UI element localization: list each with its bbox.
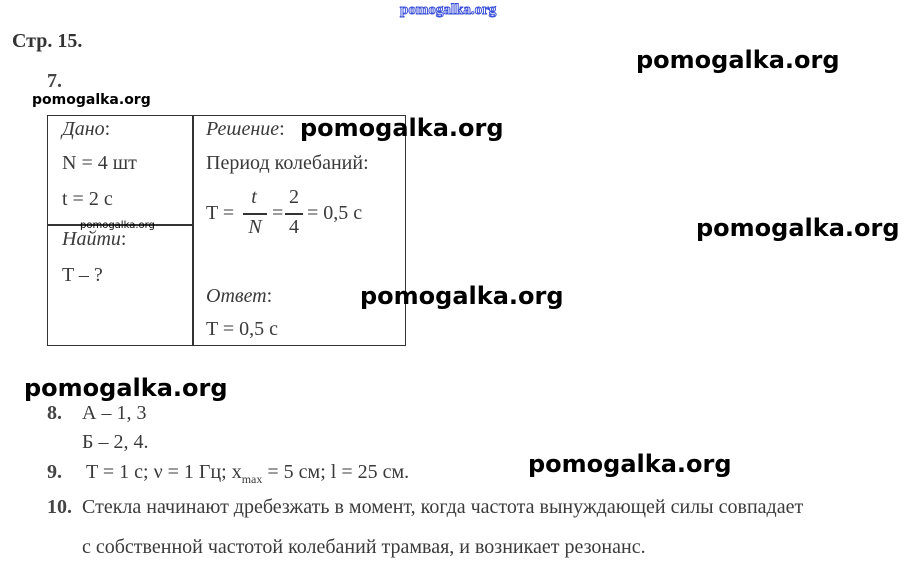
- problem-7-number: 7.: [47, 70, 62, 92]
- solution-heading: Решение:: [206, 118, 285, 140]
- formula-numerator-2: 2: [289, 186, 299, 208]
- watermark-7: pomogalka.org: [24, 374, 228, 402]
- watermark-1: pomogalka.org: [636, 46, 840, 74]
- answer-heading: Ответ:: [206, 285, 273, 307]
- formula-numerator-t: t: [251, 186, 257, 208]
- table-divider-vertical: [192, 115, 194, 346]
- formula-equals: =: [272, 202, 284, 224]
- solution-text: Период колебаний:: [206, 152, 369, 174]
- watermark-3: pomogalka.org: [300, 114, 504, 142]
- given-heading: Дано:: [62, 118, 111, 140]
- problem-9-number: 9.: [47, 461, 62, 483]
- formula-denominator-4: 4: [289, 216, 299, 238]
- formula-result: = 0,5 с: [307, 202, 363, 224]
- watermark-4: pomogalka.org: [80, 220, 155, 231]
- watermark-top: pomogalka.org: [400, 2, 497, 18]
- fraction-bar-1: [243, 213, 267, 215]
- find-heading: Найти:: [62, 228, 127, 250]
- watermark-8: pomogalka.org: [528, 450, 732, 478]
- page-header: Стр. 15.: [12, 30, 83, 52]
- watermark-5: pomogalka.org: [696, 214, 900, 242]
- given-t: t = 2 с: [62, 188, 113, 210]
- watermark-2: pomogalka.org: [32, 92, 151, 108]
- problem-10-line-1: Стекла начинают дребезжать в момент, когда частота вынуждающей силы совпадает: [82, 496, 804, 518]
- problem-9-text: T = 1 с; ν = 1 Гц; $x_{max} = 5$ см; l = 25 см.: [86, 461, 410, 486]
- problem-10-line-2: с собственной частотой колебаний трамвая, и возникает резонанс.: [82, 536, 646, 558]
- find-value: T – ?: [62, 264, 103, 286]
- formula-denominator-n: N: [248, 216, 262, 238]
- problem-8-number: 8.: [47, 402, 62, 424]
- formula-lhs: T =: [206, 202, 235, 224]
- problem-8-line-2: Б – 2, 4.: [82, 431, 149, 453]
- fraction-bar-2: [285, 213, 303, 215]
- watermark-6: pomogalka.org: [360, 282, 564, 310]
- answer-value: T = 0,5 с: [206, 318, 279, 340]
- problem-10-number: 10.: [47, 496, 72, 518]
- given-n: N = 4 шт: [62, 152, 137, 174]
- problem-8-line-1: А – 1, 3: [82, 402, 147, 424]
